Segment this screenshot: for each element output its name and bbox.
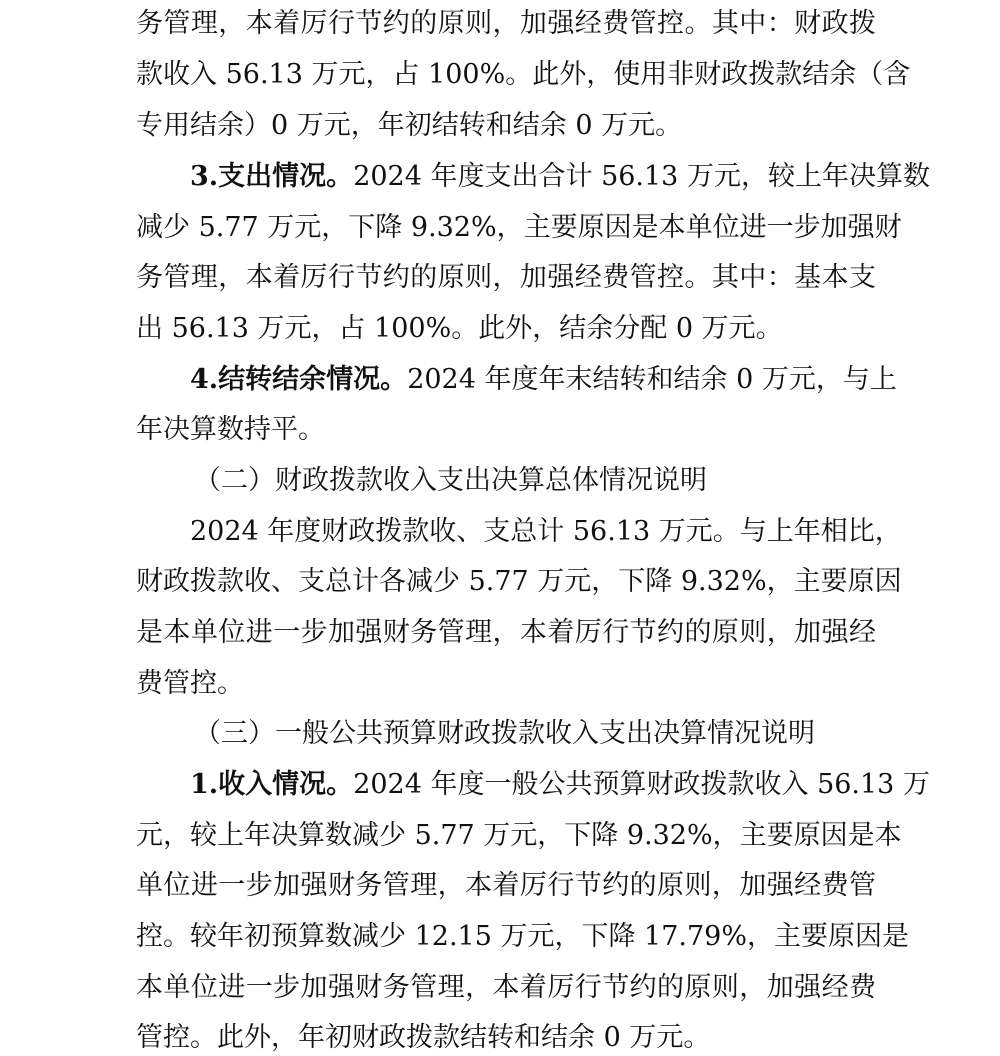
paragraph-line: 减少 5.77 万元，下降 9.32%，主要原因是本单位进一步加强财	[136, 212, 902, 243]
paragraph-line: 元，较上年决算数减少 5.77 万元，下降 9.32%，主要原因是本	[136, 820, 902, 851]
paragraph-line: 财政拨款收、支总计各减少 5.77 万元，下降 9.32%，主要原因	[136, 566, 902, 597]
paragraph-line: 款收入 56.13 万元，占 100%。此外，使用非财政拨款结余（含	[136, 59, 911, 90]
paragraph-line: 本单位进一步加强财务管理，本着厉行节约的原则，加强经费	[136, 972, 876, 1003]
paragraph-text: 2024 年度支出合计 56.13 万元，较上年决算数	[353, 161, 930, 192]
paragraph-line: 专用结余）0 万元，年初结转和结余 0 万元。	[136, 110, 683, 141]
section-heading-balance: 4.结转结余情况。	[190, 364, 408, 395]
paragraph-line: 务管理，本着厉行节约的原则，加强经费管控。其中：基本支	[136, 262, 876, 293]
section-heading-income: 1.收入情况。	[190, 769, 354, 800]
section-income-line	[190, 769, 930, 801]
paragraph-line: 是本单位进一步加强财务管理，本着厉行节约的原则，加强经	[136, 617, 876, 648]
paragraph-line: 控。较年初预算数减少 12.15 万元，下降 17.79%，主要原因是	[136, 921, 909, 952]
paragraph-line: 务管理，本着厉行节约的原则，加强经费管控。其中：财政拨	[136, 8, 876, 39]
paragraph-text: 2024 年度一般公共预算财政拨款收入 56.13 万	[353, 769, 930, 800]
paragraph-line: 2024 年度财政拨款收、支总计 56.13 万元。与上年相比，	[190, 516, 902, 547]
section-balance-line	[190, 364, 897, 396]
paragraph-line: 费管控。	[136, 668, 244, 699]
paragraph-line: 年决算数持平。	[136, 414, 325, 445]
section-heading-expenditure: 3.支出情况。	[190, 161, 354, 192]
paragraph-line: 出 56.13 万元，占 100%。此外，结余分配 0 万元。	[136, 313, 783, 344]
section-expenditure-line	[190, 161, 930, 193]
paragraph-line: 单位进一步加强财务管理，本着厉行节约的原则，加强经费管	[136, 870, 876, 901]
paragraph-line: 管控。此外，年初财政拨款结转和结余 0 万元。	[136, 1022, 711, 1053]
section-heading-3: （三）一般公共预算财政拨款收入支出决算情况说明	[194, 718, 815, 749]
section-heading-2: （二）财政拨款收入支出决算总体情况说明	[194, 465, 707, 496]
paragraph-text: 2024 年度年末结转和结余 0 万元，与上	[407, 364, 897, 395]
